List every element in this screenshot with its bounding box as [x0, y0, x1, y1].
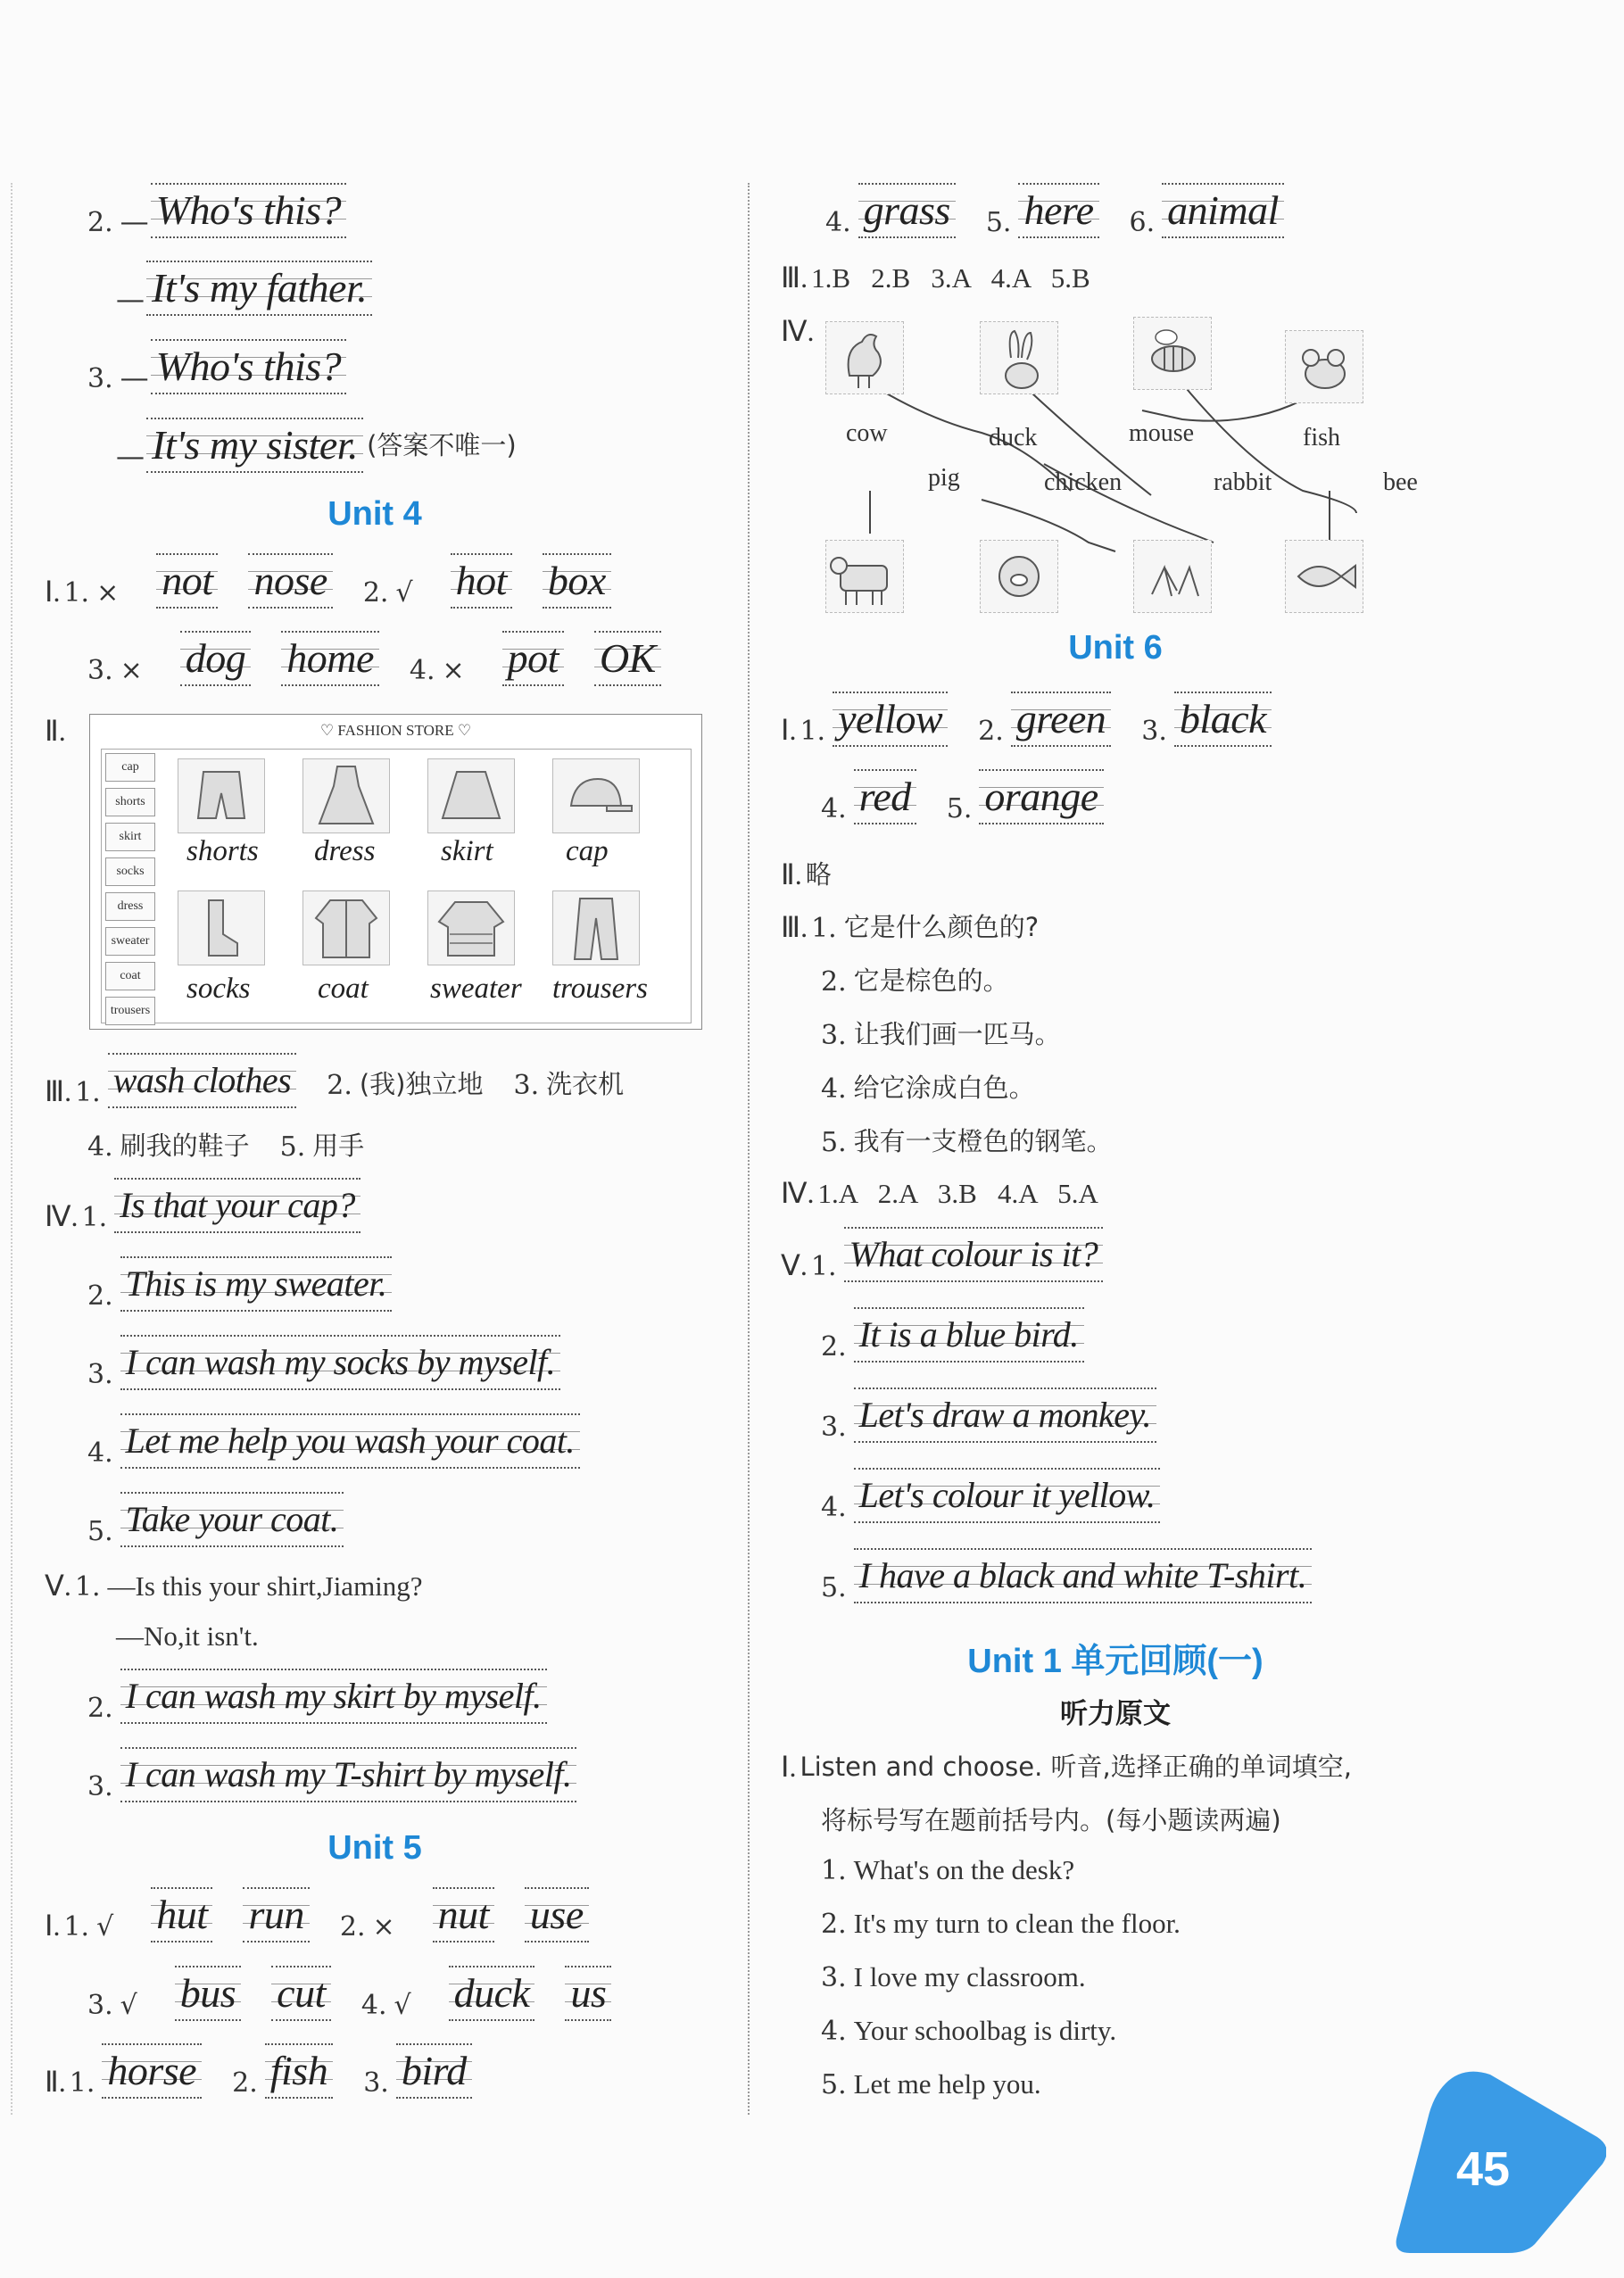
- handwritten-answer: Let me help you wash your coat.: [120, 1413, 580, 1469]
- script-line: Let me help you.: [853, 2068, 1041, 2100]
- answer-text: 略: [805, 859, 832, 890]
- who-2-question: [87, 183, 346, 238]
- dialogue-line: —No,it isn't.: [116, 1620, 259, 1652]
- unit6-s5-item2: [821, 1307, 1084, 1363]
- item-number: 4.: [87, 1437, 113, 1469]
- item-number: 3.: [87, 363, 113, 394]
- animal-word: duck: [989, 424, 1038, 451]
- item-number: 5.: [946, 793, 973, 824]
- handwritten-answer: I can wash my T-shirt by myself.: [120, 1747, 577, 1802]
- handwritten-answer: pot: [502, 631, 564, 686]
- animal-matching-diagram: [821, 312, 1463, 616]
- unit4-s4-item1: [45, 1178, 360, 1233]
- review-s1-instr2: [821, 1801, 1281, 1837]
- item-number: 2.: [362, 577, 389, 609]
- handwritten-answer: run: [243, 1887, 309, 1943]
- item-number: 1.: [63, 577, 90, 609]
- store-label: dress: [105, 892, 155, 921]
- item-number: 1.: [69, 2067, 95, 2099]
- unit6-s5-item4: [821, 1468, 1160, 1523]
- unit6-s5-item5: [821, 1548, 1312, 1603]
- section-number: Ⅰ.: [781, 714, 797, 746]
- item-number: 3.: [821, 1962, 847, 1993]
- unit6-s5-item3: [821, 1388, 1156, 1443]
- item-number: 4.: [821, 1492, 847, 1523]
- handwritten-answer: fish: [265, 2043, 333, 2099]
- item-number: 2.: [339, 1911, 366, 1943]
- unit4-s1-row1: [45, 553, 611, 609]
- cap-picture: [552, 758, 640, 833]
- item-number: 2.: [232, 2067, 258, 2099]
- clothing-word: cap: [566, 835, 609, 867]
- unit-4-title: Unit 4: [327, 495, 422, 533]
- script-line: What's on the desk?: [853, 1854, 1075, 1885]
- answer-text: 刷我的鞋子: [120, 1131, 250, 1161]
- handwritten-answer: not: [156, 553, 218, 609]
- instruction-text: 将标号写在题前括号内。(每小题读两遍): [821, 1805, 1281, 1835]
- instruction-text: Listen and choose. 听音,选择正确的单词填空,: [800, 1752, 1352, 1782]
- script-line: I love my classroom.: [853, 1961, 1086, 1992]
- who-3-question: [87, 339, 346, 394]
- item-number: 4.: [821, 1073, 847, 1105]
- listening-script-title: 听力原文: [1060, 1698, 1171, 1730]
- answer-text: (我)独立地: [359, 1069, 484, 1099]
- handwritten-answer: It is a blue bird.: [854, 1307, 1084, 1363]
- handwritten-answer: black: [1174, 692, 1272, 747]
- handwritten-answer: I have a black and white T-shirt.: [854, 1548, 1313, 1603]
- section-number: Ⅳ.: [45, 1200, 79, 1232]
- store-label: skirt: [105, 823, 155, 851]
- store-label: trousers: [105, 997, 155, 1025]
- skirt-picture: [427, 758, 515, 833]
- handwritten-answer: Is that your cap?: [114, 1178, 360, 1233]
- item-number: 3.: [821, 1020, 847, 1051]
- handwritten-answer: cut: [271, 1966, 331, 2021]
- answer-text: 洗衣机: [546, 1069, 625, 1099]
- handwritten-answer: duck: [449, 1966, 535, 2021]
- review-title: Unit 1 单元回顾(一): [967, 1643, 1264, 1680]
- handwritten-answer: use: [525, 1887, 589, 1943]
- handwritten-answer: Let's draw a monkey.: [854, 1388, 1156, 1443]
- item-number: 5.: [279, 1131, 306, 1163]
- handwritten-answer: dog: [180, 631, 252, 686]
- trousers-picture: [552, 890, 640, 965]
- animal-word: chicken: [1044, 468, 1123, 496]
- socks-picture: [178, 890, 265, 965]
- translation-text: 给它涂成白色。: [853, 1073, 1035, 1103]
- column-divider: [748, 183, 750, 2115]
- unit6-s4-answers: [781, 1176, 1098, 1210]
- unit6-s1-row2: [821, 769, 1104, 824]
- item-number: 3.: [821, 1412, 847, 1443]
- handwritten-answer: here: [1018, 183, 1098, 238]
- item-number: 1.: [63, 1911, 90, 1943]
- bee-picture: [1133, 317, 1212, 390]
- item-number: 5.: [821, 2069, 847, 2100]
- unit5-s2-row: [45, 2043, 472, 2099]
- unit6-s3-item2: [821, 961, 1009, 998]
- item-number: 1.: [74, 1571, 101, 1603]
- handwritten-answer: This is my sweater.: [120, 1256, 393, 1312]
- clothing-word: skirt: [441, 835, 493, 867]
- clothing-word: trousers: [552, 973, 648, 1005]
- unit4-s3-row2: [87, 1126, 364, 1163]
- handwritten-answer: red: [854, 769, 916, 824]
- handwritten-answer: I can wash my skirt by myself.: [120, 1669, 547, 1724]
- section-number: Ⅲ.: [781, 911, 808, 943]
- unit6-s3-item1: [781, 907, 1039, 944]
- script-line: Your schoolbag is dirty.: [853, 2015, 1117, 2046]
- item-number: 3.: [1141, 716, 1167, 747]
- section-number: Ⅰ.: [45, 576, 61, 608]
- who-3-answer: [116, 418, 517, 473]
- handwritten-answer: Let's colour it yellow.: [854, 1468, 1161, 1523]
- item-number: 1.: [810, 1251, 837, 1282]
- mouse-picture: [1285, 330, 1363, 403]
- animal-word: pig: [928, 464, 960, 492]
- mark: ×: [96, 577, 120, 609]
- clothing-word: sweater: [430, 973, 522, 1005]
- item-number: 2.: [978, 716, 1004, 747]
- item-number: 1.: [75, 1077, 101, 1108]
- review-item5: [821, 2068, 1041, 2100]
- item-number: 4.: [409, 655, 435, 686]
- store-label: coat: [105, 962, 155, 990]
- review-item2: [821, 1908, 1181, 1940]
- handwritten-answer: box: [543, 553, 611, 609]
- item-number: 1.: [800, 716, 826, 747]
- item-number: 2.: [87, 1693, 113, 1724]
- unit4-s5-line1: [45, 1569, 423, 1603]
- dialogue-line: —Is this your shirt,Jiaming?: [107, 1570, 423, 1602]
- item-number: 1.: [821, 1855, 847, 1886]
- mark: √: [395, 577, 413, 609]
- section-number: Ⅱ.: [781, 858, 802, 890]
- rabbit-picture: [980, 321, 1058, 394]
- unit4-s3-row1: [45, 1053, 624, 1108]
- animal-word: fish: [1303, 424, 1340, 451]
- unit6-s1-row1: [781, 692, 1272, 747]
- item-number: 4.: [821, 2016, 847, 2047]
- translation-text: 我有一支橙色的钢笔。: [853, 1126, 1113, 1156]
- review-item1: [821, 1854, 1074, 1886]
- coat-picture: [302, 890, 390, 965]
- handwritten-answer: nut: [433, 1887, 494, 1943]
- handwritten-answer: us: [565, 1966, 611, 2021]
- dash: —: [116, 439, 145, 473]
- item-number: 2.: [87, 1280, 113, 1312]
- unit4-s5-item3: [87, 1747, 576, 1802]
- store-label: shorts: [105, 788, 155, 816]
- handwritten-answer: wash clothes: [108, 1053, 297, 1108]
- unit4-s2-label: [45, 714, 70, 748]
- mark: ×: [120, 655, 143, 686]
- item-number: 5.: [821, 1127, 847, 1158]
- store-labels: [105, 753, 155, 1031]
- translation-text: 它是棕色的。: [853, 965, 1009, 996]
- unit4-s5-item2: [87, 1669, 547, 1724]
- review-item4: [821, 2015, 1116, 2047]
- fish-picture: [1285, 540, 1363, 613]
- item-number: 6.: [1129, 207, 1156, 238]
- animal-word: bee: [1383, 468, 1418, 496]
- item-number: 3.: [87, 1990, 113, 2021]
- item-number: 1.: [81, 1202, 108, 1233]
- review-s1-instr1: [781, 1747, 1352, 1784]
- unit-5-title: Unit 5: [327, 1829, 422, 1867]
- unit6-s3-item5: [821, 1122, 1113, 1158]
- dash: —: [120, 360, 149, 394]
- handwritten-answer: I can wash my socks by myself.: [120, 1335, 561, 1390]
- item-number: 2.: [821, 966, 847, 998]
- unit4-s4-item4: [87, 1413, 580, 1469]
- section-number: Ⅱ.: [45, 715, 66, 747]
- unit5-s2-cont: [825, 183, 1284, 238]
- review-item3: [821, 1961, 1086, 1993]
- unit6-s3-item3: [821, 1015, 1061, 1051]
- item-number: 2.: [821, 1909, 847, 1940]
- item-number: 5.: [821, 1572, 847, 1603]
- handwritten-answer: Who's this?: [151, 183, 347, 238]
- animal-word: cow: [846, 419, 888, 447]
- handwritten-answer: What colour is it?: [844, 1227, 1104, 1282]
- note-text: (答案不唯一): [367, 430, 517, 460]
- unit5-s1-row2: [87, 1966, 611, 2021]
- item-number: 2.: [821, 1331, 847, 1363]
- clothing-word: shorts: [186, 835, 259, 867]
- item-number: 5.: [985, 207, 1012, 238]
- item-number: 4.: [825, 207, 851, 238]
- handwritten-answer: nose: [248, 553, 332, 609]
- unit6-s3-item4: [821, 1068, 1035, 1105]
- section-number: Ⅳ.: [781, 315, 815, 347]
- animal-word: mouse: [1129, 419, 1195, 447]
- store-label: cap: [105, 753, 155, 782]
- handwritten-answer: animal: [1162, 183, 1284, 238]
- cow-picture: [825, 540, 904, 613]
- handwritten-answer: bus: [175, 1966, 241, 2021]
- item-number: 2.: [327, 1070, 352, 1101]
- item-number: 4.: [87, 1131, 113, 1163]
- handwritten-answer: It's my father.: [146, 261, 372, 316]
- chicken-feet-picture: [1133, 540, 1212, 613]
- section-number: Ⅴ.: [781, 1249, 808, 1281]
- unit5-s3-answers: [781, 261, 1090, 294]
- left-margin-rule: [11, 183, 12, 2115]
- unit4-s1-row2: [87, 631, 661, 686]
- handwritten-answer: OK: [594, 631, 661, 686]
- handwritten-answer: grass: [858, 183, 956, 238]
- section-number: Ⅰ.: [45, 1909, 61, 1942]
- section-number: Ⅲ.: [45, 1075, 72, 1107]
- clothing-word: socks: [186, 973, 251, 1005]
- handwritten-answer: orange: [979, 769, 1103, 824]
- store-title-text: FASHION STORE: [337, 722, 454, 739]
- item-number: 3.: [87, 1359, 113, 1390]
- who-2-answer: [116, 261, 372, 316]
- item-number: 3.: [363, 2067, 389, 2099]
- handwritten-answer: hut: [151, 1887, 212, 1943]
- script-line: It's my turn to clean the floor.: [853, 1908, 1181, 1939]
- handwritten-answer: yellow: [833, 692, 948, 747]
- store-panel: [101, 749, 692, 1023]
- item-number: 1.: [811, 913, 837, 944]
- store-title: ♡ FASHION STORE ♡: [319, 722, 472, 739]
- handwritten-answer: bird: [396, 2043, 472, 2099]
- section-number: Ⅱ.: [45, 2066, 66, 2098]
- mark: √: [394, 1990, 411, 2021]
- answer-list: 1.B 2.B 3.A 4.A 5.B: [811, 262, 1090, 294]
- shorts-picture: [178, 758, 265, 833]
- translation-text: 它是什么颜色的?: [843, 912, 1040, 942]
- answer-text: 用手: [312, 1131, 365, 1161]
- handwritten-answer: hot: [451, 553, 512, 609]
- unit5-s1-row1: [45, 1887, 589, 1943]
- dash: —: [120, 204, 149, 238]
- clothing-word: coat: [318, 973, 369, 1005]
- section-number: Ⅲ.: [781, 261, 808, 294]
- item-number: 4.: [821, 793, 847, 824]
- handwritten-answer: Take your coat.: [120, 1492, 344, 1547]
- dress-picture: [302, 758, 390, 833]
- item-number: 4.: [360, 1990, 387, 2021]
- item-number: 3.: [87, 655, 113, 686]
- fashion-store-figure: [89, 714, 702, 1030]
- item-number: 2.: [87, 207, 113, 238]
- handwritten-answer: horse: [102, 2043, 202, 2099]
- mark: √: [120, 1990, 137, 2021]
- unit4-s4-item5: [87, 1492, 344, 1547]
- handwritten-answer: It's my sister.: [146, 418, 363, 473]
- mark: √: [96, 1911, 114, 1943]
- handwritten-answer: green: [1011, 692, 1112, 747]
- unit4-s5-line2: [116, 1620, 259, 1653]
- sweater-picture: [427, 890, 515, 965]
- unit4-s4-item3: [87, 1335, 560, 1390]
- item-number: 3.: [87, 1771, 113, 1802]
- unit6-s5-item1: [781, 1227, 1103, 1282]
- pig-picture: [980, 540, 1058, 613]
- dash: —: [116, 282, 145, 316]
- handwritten-answer: Who's this?: [151, 339, 347, 394]
- page-number: 45: [1456, 2142, 1511, 2196]
- store-label: sweater: [105, 927, 155, 956]
- translation-text: 让我们画一匹马。: [853, 1019, 1061, 1049]
- section-number: Ⅳ.: [781, 1177, 815, 1209]
- item-number: 5.: [87, 1516, 113, 1547]
- clothing-word: dress: [314, 835, 376, 867]
- answer-list: 1.A 2.A 3.B 4.A 5.A: [817, 1178, 1098, 1209]
- section-number: Ⅰ.: [781, 1751, 797, 1783]
- item-number: 3.: [513, 1070, 540, 1101]
- handwritten-answer: home: [281, 631, 379, 686]
- mark: ×: [372, 1911, 395, 1943]
- section-number: Ⅴ.: [45, 1570, 71, 1602]
- unit6-s2: [781, 855, 832, 891]
- mark: ×: [442, 655, 465, 686]
- unit-6-title: Unit 6: [1068, 629, 1163, 667]
- unit5-s4-label: [781, 314, 818, 348]
- store-label: socks: [105, 857, 155, 886]
- animal-word: rabbit: [1214, 468, 1272, 496]
- unit4-s4-item2: [87, 1256, 392, 1312]
- rooster-picture: [825, 321, 904, 394]
